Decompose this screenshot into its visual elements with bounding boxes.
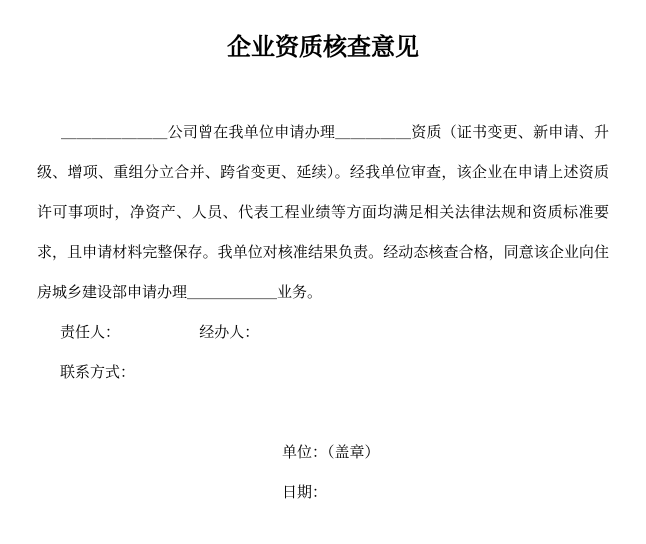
stamp-block [282, 433, 609, 513]
date-label: 日期： [282, 484, 328, 501]
document-title: 企业资质核查意见 [227, 34, 419, 61]
unit-stamp-label: 单位：（盖章） [282, 444, 380, 461]
handler-label: 经办人： [199, 324, 260, 341]
signature-row [37, 313, 609, 353]
contact-label: 联系方式： [60, 364, 136, 381]
responsible-person-label: 责任人： [60, 324, 121, 341]
body-paragraph: ＿＿＿＿＿＿＿公司曾在我单位申请办理＿＿＿＿＿资质（证书变更、新申请、升级、增项、重组分立合并、跨省变更、延续）。经我单位审查，该企业在申请上述资质许可事项时，净资产、人员、代表工程业绩等方面均满足相关法律法规和资质标准要求，且申请材料完整保存。我单位对核准结果负责。经动态核查合格，同意该企业向住房城乡建设部申请办理＿＿＿＿＿＿业务。 [37, 124, 609, 301]
contact-row [37, 353, 609, 393]
